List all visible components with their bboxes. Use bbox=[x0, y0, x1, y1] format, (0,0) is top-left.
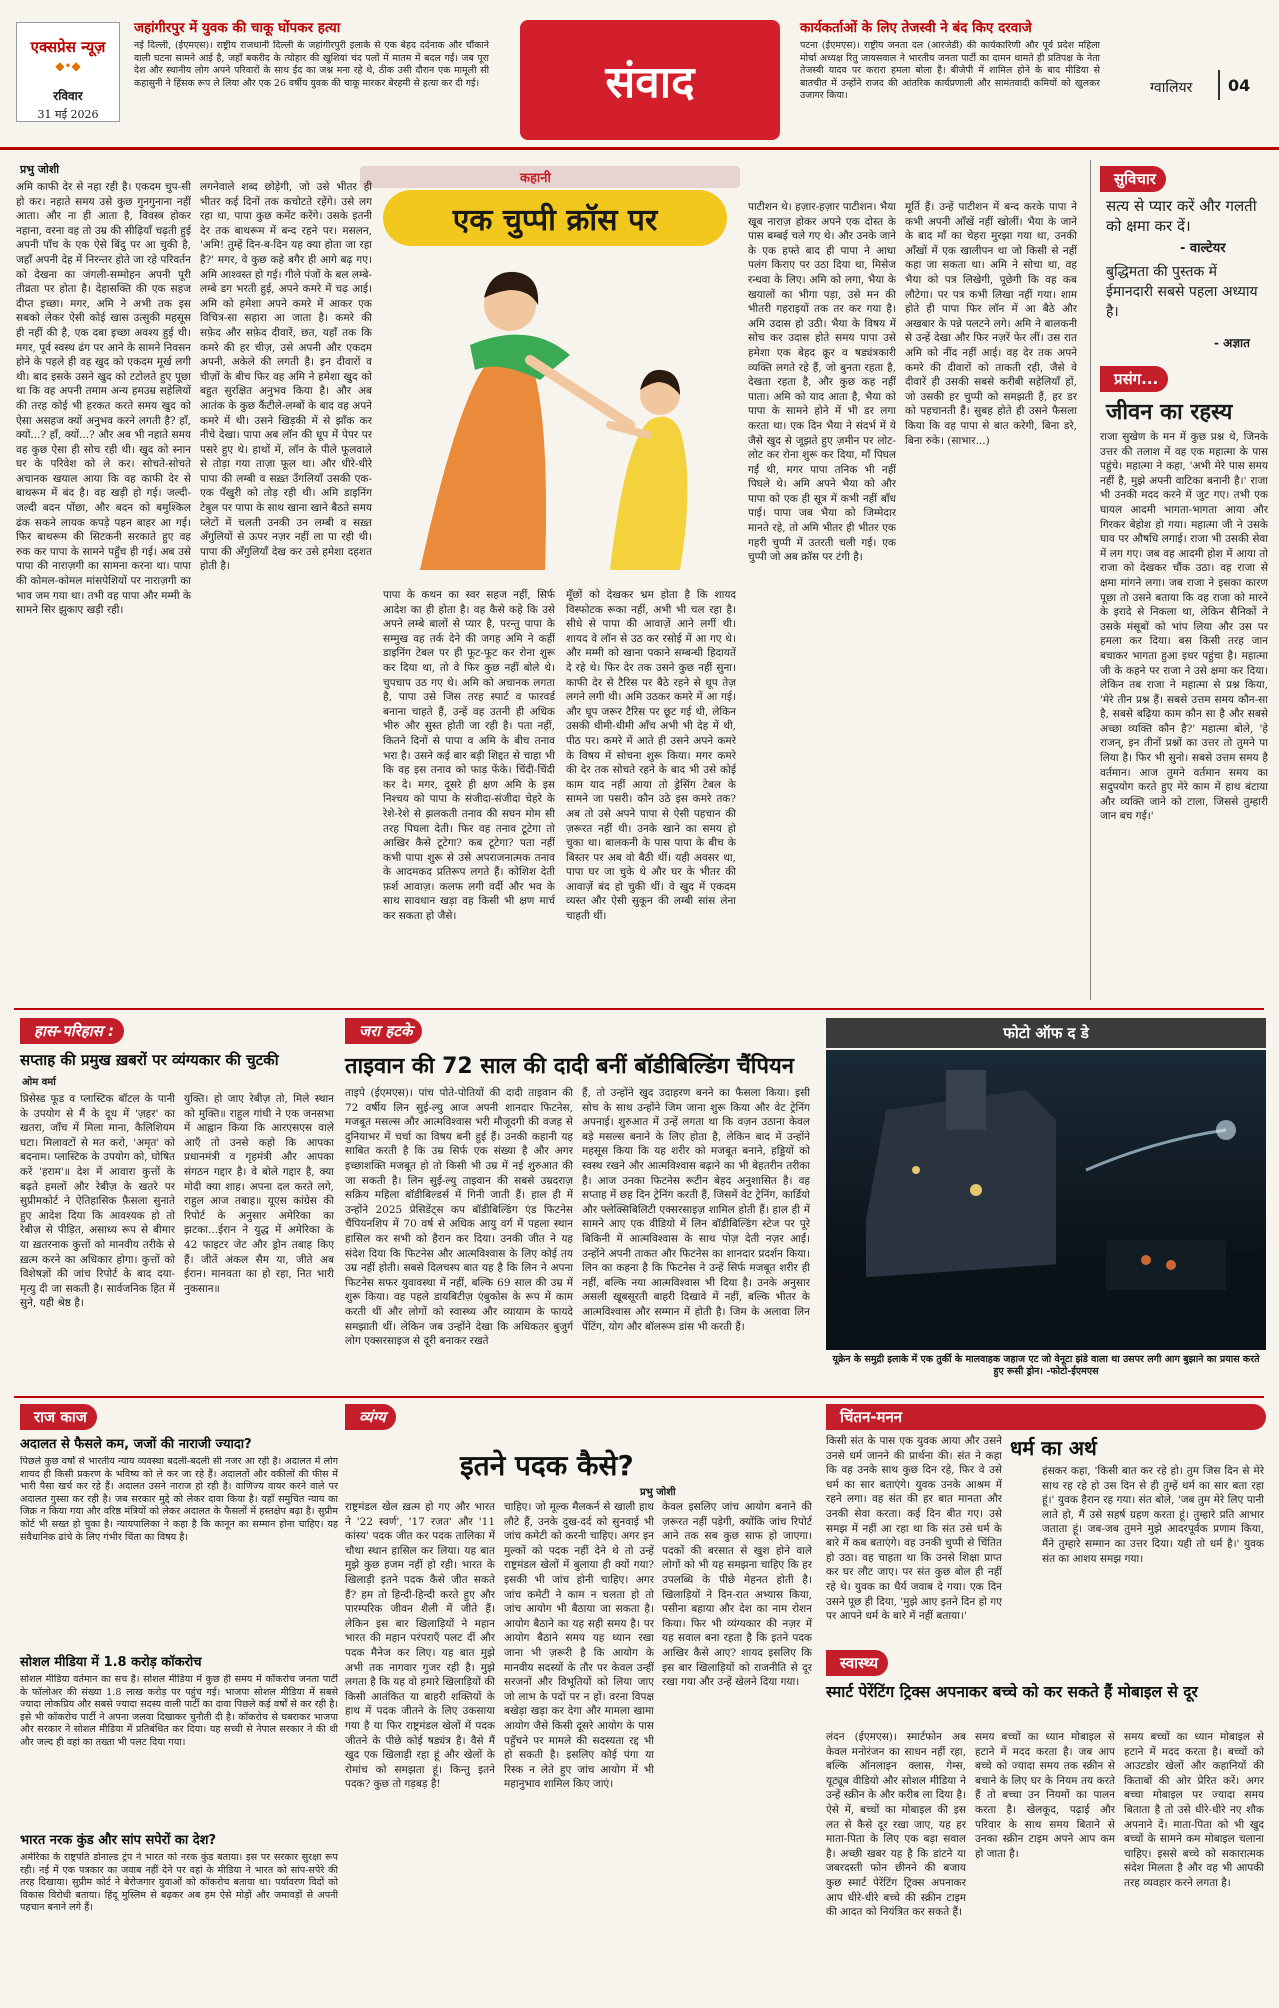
hasya-col-2: युक्ति। हो जाए रेबीज़ तो, मिले स्थान को मुक्ति॥ राहुल गांधी ने एक जनसभा में आह्वान किया कि आरएसएस वाले आएँ तो उनसे कहो कि आपका प्रधानमंत्री व गृहमंत्री और आपका संगठन गद्दार है। वे बोले गद्दार है, क्या मोदी क्या शाह। अपना दल करते लगे, राहुल आज तबाह॥ यूएस कांग्रेस की रिपोर्ट के अनुसार अमेरिका का झटका...ईरान ने युद्ध में अमेरिका के 42 फाइटर जेट और ड्रोन तबाह किए हैं। जीतें अंकल सैम या, जीते अब ईरान। मानवता का हो रहा, नित भारी नुकसान॥ bbox=[184, 1093, 334, 1295]
hasya-col-1: प्रिसेस्ड फूड व प्लास्टिक बॉटल के पानी के उपयोग से मैं के दूध में 'ज़हर' का खतरा, जाँच में मिला माना, कैलिशियम घटा। मिलावटों से मत करो, 'अमृत' को बदनाम। प्लास्टिक के उपयोग को, घोषित करें 'हराम'॥ देश में आवारा कुत्तों के बढ़ते हमलों और रेबीज़ के खतरे पर सुप्रीमकोर्ट ने ऐतिहासिक फ़ैसला सुनाते हुए आदेश दिया कि आवश्यक हो तो रेबीज़ से पीड़ित, असाध्य रूप से बीमार या ख़तरनाक कुत्तों को मानवीय तरीके से ख़त्म करने का अधिकार होगा। कुत्तों को विशेषज्ञों की जांच रिपोर्ट के बाद दया-मृत्यु दी जा सकती है। सार्वजनिक हित में सुने, यही श्रेष्ठ है। bbox=[20, 1093, 175, 1310]
prasang-body: राजा सुखेण के मन में कुछ प्रश्न थे, जिनके उत्तर की तलाश में वह एक महात्मा के पास पहुंचे। महात्मा ने कहा, 'अभी मेरे पास समय नहीं है, मुझे अपनी वाटिका बनानी है।' राजा भी उनकी मदद करने में जुट गए। तभी एक घायल आदमी भागता-भागता आया और गिरकर बेहोश हो गया। महात्मा जी ने उसके घाव पर औषधि लगाई। राजा भी उसकी सेवा में लग गए। जब वह आदमी होश में आया तो राजा को देखकर चौंक उठा। वह राजा से क्षमा मांगने लगा। जब राजा ने इसका कारण पूछा तो उसने बताया कि वह राजा को मारने के इरादे से निकला था, लेकिन सैनिकों ने उसके मंसूबों को भांप लिया और उस पर हमला कर दिया। बस किसी तरह जान बचाकर भागता हुआ इधर पहुंचा है। महात्मा जी के कहने पर राजा ने उसे क्षमा कर दिया। लेकिन तब राजा ने महात्मा से प्रश्न किया, 'मेरे तीन प्रश्न हैं। सबसे उत्तम समय कौन-सा है, सबसे बढ़िया काम कौन सा है और सबसे अच्छा व्यक्ति कौन है?' महात्मा बोले, 'हे राजन्, इन तीनों प्रश्नों का उत्तर तो तुमने पा लिया है। फिर भी सुनो। सबसे उत्तम समय है वर्तमान। आज तुमने वर्तमान समय का सदुपयोग करते हुए मेरे काम में हाथ बंटाया और व्यक्ति जाने को टाला, जिससे तुम्हारी जान बच गई।' bbox=[1100, 431, 1268, 823]
photo-credit: -फोटो-ईएमएस bbox=[1046, 1366, 1099, 1377]
chintan-col-1: किसी संत के पास एक युवक आया और उसने उनसे धर्म जानने की प्रार्थना की। संत ने कहा कि वह उनके साथ कुछ दिन रहे, फिर वे उसे धर्म का सार बताएंगे। युवक उनके आश्रम में रहने लगा। वह संत की हर बात मानता और उनकी सेवा करता। कई दिन बीत गए। उसे समझ में नहीं आ रहा था कि संत उसे धर्म के बारे में कब बताएंगे। वह उनकी चुप्पी से चिंतित हो उठा। वह चाहता था कि उनसे शिक्षा प्राप्त कर घर लौट जाए। पर संत कुछ बोल ही नहीं रहे थे। युवक का धैर्य जवाब दे गया। एक दिन उसने पूछ ही दिया, 'मुझे आए इतने दिन हो गए पर आपने धर्म के बारे में नहीं बताया।' bbox=[826, 1435, 1002, 1623]
photo-tag: फोटो ऑफ द डे bbox=[826, 1018, 1266, 1048]
prasang-title: जीवन का रहस्य bbox=[1106, 400, 1233, 425]
story-section: कहानी bbox=[520, 171, 551, 186]
top-right-story bbox=[800, 18, 1100, 128]
vyangya-col-1: राष्ट्रमंडल खेल ख़त्म हो गए और भारत ने '22 स्वर्ण', '17 रजत' और '11 कांस्य' पदक जीत कर पदक तालिका में चौथा स्थान हासिल कर लिया। यह बात मुझे कुछ हजम नहीं हो रही। भारत के खिलाड़ी इतने पदक कैसे जीत सकते हैं? हम तो हिन्दी-हिन्दी करते हुए और पारम्परिक जीवन शैली में जीते हैं। लेकिन इस बार खिलाड़ियों ने महान भारत की महान परंपराएँ पलट दीं और पदक मैनेज कर लिए। यह बात मुझे अभी तक नागवार गुजर रही है। मुझे लगता है कि यह वो हमारे खिलाड़ियों की किसी आतंकित या बाहरी शक्तियों के हाथ में पदक जीतने के लिए उकसाया गया है या फिर राष्ट्रमंडल खेलों में पदक जीतने के पीछे कोई षड्यंत्र है। वैसे मैं खुद एक खिलाड़ी रहा हूं और खेलों के रोमांच को समझता हूं। किन्तु इतने पदक? कुछ तो गड़बड़ है! bbox=[345, 1501, 495, 1791]
jara-hatke-title[interactable]: ताइवान की 72 साल की दादी बनीं बॉडीबिल्डिंग चैंपियन bbox=[345, 1054, 794, 1079]
section-divider-2 bbox=[14, 1396, 1264, 1398]
page-divider bbox=[1218, 70, 1220, 100]
raj-kaaj-h1[interactable]: अदालत से फैसले कम, जजों की नाराजी ज्यादा? bbox=[20, 1437, 252, 1452]
raj-kaaj-h2[interactable]: सोशल मीडिया में 1.8 करोड़ कॉकरोच bbox=[20, 1655, 202, 1670]
vyangya-author: प्रभु जोशी bbox=[640, 1487, 676, 1498]
vyangya-col-2: चाहिए। जो मूल्क मैलकर्न से खाली हाथ लौटे हैं, उनके दुख-दर्द को सुनवाई भी जांच कमेटी को करनी चाहिए। अगर इन मुल्कों को पदक नहीं देने थे तो उन्हें राष्ट्रमंडल खेलों में बुलाया ही क्यों गया? इसकी भी जांच होनी चाहिए। अगर जांच कमेटी ने काम न चलता हो तो जांच आयोग भी बैठाया जा सकता है। आयोग बैठाने का यह सही समय है। पर आयोग बैठाने समय यह ध्यान रखा जाना भी ज़रूरी है कि आयोग के मानवीय सदस्यों के तौर पर केवल उन्हीं सरजनों और विभूतियों को लिया जाए जो लाभ के पदों पर न हों। वरना विपक्ष बखेड़ा खड़ा कर देगा और मामला खामा आयोग जैसे किसी दूसरे आयोग के पास पहुँचने पर मामले की सदस्यता रद्द भी हो सकती है। इसलिए कोई पंगा या रिस्क न लेते हुए जांच आयोग में भी महानुभाव शामिल किए जाएं। bbox=[504, 1501, 654, 1791]
swasthya-col-1: लंदन (ईएमएस)। स्मार्टफोन अब केवल मनोरंजन का साधन नहीं रहा, बल्कि ऑनलाइन क्लास, गेम्स, यूट्यूब वीडियो और सोशल मीडिया ने उन्हें स्क्रीन के और करीब ला दिया है। ऐसे में, बच्चों का मोबाइल की इस लत से कैसे दूर रखा जाए, यह हर माता-पिता के लिए एक बड़ा सवाल है। अच्छी खबर यह है कि डांटने या जबरदस्ती फोन छीनने की बजाय कुछ स्मार्ट पेरेंटिंग ट्रिक्स अपनाकर आप धीरे-धीरे बच्चे की स्क्रीन टाइम की आदत को नियंत्रित कर सकते हैं। bbox=[826, 1731, 966, 1919]
jara-hatke-col-1: ताइपे (ईएमएस)। पांच पोते-पोतियों की दादी ताइवान की 72 वर्षीय लिन सुई-ल्यु आज अपनी शानदार फिटनेस, मजबूत मसल्स और आत्मविश्वास भरी मौजूदगी की वजह से दुनियाभर में चर्चा का विषय बनी हुई हैं। उनकी कहानी यह साबित करती है कि उम्र सिर्फ एक संख्या है और अगर इच्छाशक्ति मजबूत हो तो किसी भी उम्र में नई शुरुआत की जा सकती है। लिन सुई-ल्यु ताइवान की सबसे उम्रदराज़ सक्रिय महिला बॉडीबिल्डर्स में गिनी जाती हैं। हाल ही में उन्होंने 2025 प्रेसिडेंट्स कप बॉडीबिल्डिंग एंड फिटनेस चैंपियनशिप में 70 वर्ष से अधिक आयु वर्ग में पहला स्थान हासिल कर सभी को हैरान कर दिया। उनकी जीत ने यह संदेश दिया कि फिटनेस और आत्मविश्वास के लिए कोई तय उम्र नहीं होती। सबसे दिलचस्प बात यह है कि लिन ने अपना फिटनेस सफर युवावस्था में नहीं, बल्कि 69 साल की उम्र में शुरू किया। वह पहले डायबिटीज़ एंबुकोस के रूप में काम करती थीं और लोगों को स्वास्थ्य और व्यायाम के फायदे समझाती थीं। लेकिन जब उन्होंने देखा कि अधिकतर बुजुर्ग लोग एक्सरसाइज से दूरी बनाकर रखते bbox=[345, 1087, 573, 1348]
story-col-4: मूँछों को देखकर भ्रम होता है कि शायद विस्फोटक रूका नहीं, अभी भी चल रहा है। सीधे से पापा की आवाज़ें आने लगीं थी। शायद वे लॉन से उठ कर रसोई में आ गए थे। और मम्मी को खाना पकाने सम्बन्धी हिदायतें दे रहे थे। फिर देर तक उसने कुछ नहीं सुना। काफी देर से टैरिस पर बैठे रहने से धूप तेज़ लगने लगी थी। अमि उठकर कमरे में आ गई। और धूप जरूर टैरिस पर छूट गई थी, लेकिन उसकी धीमी-धीमी आँच अभी भी देह में थी, पीठ पर। कमरे में आते ही उसने अपने कमरे के विषय में सोचना शुरू किया। मगर कमरे की देर तक सोचते रहने के बाद भी उसे कोई काम याद नहीं आया तो ड्रेसिंग टेबल के सामने जा पसरी। कौन उठे इस कमरे तक? अब तो उसे अपने पापा से ऐसी पहचान की ज़रूरत नहीं थी। उनके खाने का समय हो चुका था। बालकनी के पास पापा के बीच के बिस्तर पर अब वो बैठी थीं। यही अवसर था, पापा घर जा चुके थे और घर के भीतर की आवाज़ें बंद हो चुकी थीं। वे खुद में एकदम व्यस्त और ऐसी सुकून की लम्बी सांस लेना चाहती थीं। bbox=[566, 589, 736, 923]
story-col-1: अमि काफी देर से नहा रही है। एकदम चुप-सी हो कर। नहाते समय उसे कुछ गुनगुनाना नहीं आता। और ना ही आता है, विवस्त्र होकर नहाना, वरना वह तो उम्र की सीढ़ियाँ चढ़ती हुई अपनी पाँच के एक ऐसे बिंदु पर आ चुकी है, जहाँ अपनी देह में निरन्तर होते जा रहे परिवर्तन को देखना का जंगली-सम्मोहन अपनी पूरी तीव्रता पर होता है। देहासक्ति की एक सहज दीप्त इच्छा। मगर, अमि ने अभी तक इस सबको लेकर ऐसी कोई खास उत्सुकी महसूस ही नहीं की है, एक दबा इच्छा अवश्य हुई थी। मगर, पूर्व स्वस्थ ढंग पर आने के सामने निवसन होने के पहले ही वह खुद को एकदम मूर्ख लगी थी। बाद इसके उसने खुद को टटोलते हुए पूछा था कि वह अपनी तमाम अन्य हमउम्र सहेलियों की तरह कोई भी हरकत करते समय खुद को ऐसा असहज क्यों अनुभव करने लगती है? हाँ, क्यों...? हाँ, क्यों...? और अब भी नहाते समय वह कुछ ऐसा ही सोच रही थी। खुद को स्नान घर के परिवेश को ले कर। सोचते-सोचते अचानक खयाल आया कि वह काफी देर से बाथरूम में बंद है। वह खड़ी हो गई। जल्दी-जल्दी बदन पोंछा, और बदन को बमुश्किल ढंक सकने लायक कपड़े पहन बाहर आ गई। फिर बाथरूम की सिटकनी सरकाते हुए वह रुक कर पापा के सामने पहुँच ही गई। अब उसे पापा की नाराज़गी का सामना करना था। पापा की कोमल-कोमल मांसपेशियों पर नाराज़गी का भाव जम गया था। तभी वह पापा और मम्मी के सामने सिर झुकाए खड़ी रही। bbox=[16, 181, 191, 617]
top-left-body: नई दिल्ली, (ईएमएस)। राष्ट्रीय राजधानी दिल्ली के जहांगीरपुरी इलाके से एक बेहद दर्दनाक और चौंकाने वाली घटना सामने आई है, जहाँ बकरीद के त्योहार की खुशियां चंद पलों में मातम में बदल गईं। जब पूरा देश और स्थानीय लोग अपने परिवारों के साथ ईद का जश्न मना रहे थे, ठीक उसी दौरान एक मामूली सी कहासुनी ने हिंसक रूप ले लिया और एक 26 वर्षीय युवक की चाकू मारकर बेरहमी से हत्या कर दी गई। bbox=[134, 40, 489, 89]
section-title: संवाद bbox=[520, 20, 780, 140]
photo-caption bbox=[826, 1354, 1266, 1378]
top-left-headline[interactable]: जहांगीरपुर में युवक की चाकू घोंपकर हत्या bbox=[134, 20, 341, 36]
story-col-6: मूर्ति हैं। उन्हें पाटीशन में बन्द करके पापा ने कभी अपनी आँखें नहीं खोलीं। भैया के जाने के बाद माँ का चेहरा मुरझा गया था, उनकी आँखों में एक खालीपन था जो किसी से नहीं कहा जा सकता था। अमि ने सोचा था, वह भैया को पत्र लिखेगी, पूछेगी कि वह कब लौटेगा। पर पत्र कभी लिखा नहीं गया। शाम होते ही पापा फिर लॉन में आ बैठे और अखबार के पन्ने पलटने लगे। अमि ने बालकनी से उन्हें देखा और फिर नज़रें फेर लीं। उस रात अमि को नींद नहीं आई। वह देर तक अपने कमरे की दीवारों को ताकती रही, जैसे वे दीवारें ही उसकी सबसे करीबी सहेलियाँ हों, जो उसकी हर चुप्पी को समझती हैं, हर डर को पहचानती हैं। सुबह होते ही उसने फैसला किया कि वह पापा से बात करेगी, बिना डरे, बिना रुके। (साभार...) bbox=[905, 201, 1077, 447]
raj-kaaj-b1: पिछले कुछ वर्षों से भारतीय न्याय व्यवस्था बदली-बदली सी नजर आ रही है। अदालत में लोग शायद ही किसी प्रकरण के भविष्य को ले कर जा रहे हैं। अदालतों और वकीलों की फीस में भारी पैसा खर्च कर रहे हैं। अदालत उसने नाराज हो रही है। वाणिज्य वायर करने वाले पर अदालत गुस्सा कर रही है। जब सरकार मुद्दे को लेकर दावा किया है। यहाँ समुचित न्याय का जिक्र न किया गया और वरिष्ठ मंत्रियों को लेकर अदालत के फैसलों में हस्तक्षेप बढ़ा है। सुप्रीम कोर्ट भी सख्त हो चुका है। न्यायपालिका ने कहा है कि कानून का सम्मान होना चाहिए। यह संवैधानिक ढांचे के लिए गंभीर चिंता का विषय है। bbox=[20, 1456, 338, 1543]
brand-name: एक्सप्रेस न्यूज़ bbox=[30, 38, 106, 56]
story-author: प्रभु जोशी bbox=[20, 163, 60, 176]
quote-2: बुद्धिमता की पुस्तक में ईमानदारी सबसे पहला अध्याय है। bbox=[1106, 264, 1258, 320]
quote-2-author: - अज्ञात bbox=[1214, 336, 1250, 350]
story-col-3: पापा के कथन का स्वर सहज नहीं, सिर्फ आदेश का ही होता है। वह कैसे कहे कि उसे अपने लम्बे बालों से प्यार है, परन्तु पापा के सम्मुख वह तर्क देने की जगह अमि ने कहीं डाइनिंग टेबल पर ही फूट-फूट कर रोना शुरू कर दिया था, तो वे फिर कुछ नहीं बोले थे। चुपचाप उठ गए थे। अमि को अचानक लगता है, पापा उसे जिस तरह स्पार्ट व फारवर्ड बनाना चाहते हैं, उन्हें वह उतनी ही अधिक भीरु और सुस्त होती जा रही है। पता नहीं, कितने दिनों से पापा व अमि के बीच तनाव भरा है। उसने कई बार बड़ी शिद्दत से चाहा भी कि वह इस तनाव को फाड़ फेंके। चिंदी-चिंदी कर दे। मगर, दूसरे ही क्षण अमि के इस निश्चय को पापा के संजीदा-संजीदा चेहरे के रेशे-रेशे से झलकती तनाव की सघन मोम सी तरह पिघला देती। फिर वह तनाव टूटेगा तो आखिर कैसे टूटेगा? कब टूटेगा? पता नहीं कभी पापा शुरू से उसे अपराजनात्मक तनाव के आदमकद प्रतिरूप लगते हैं। कोशिश देती फ़र्श आवाज़। कलफ लगी वर्दी और भव के साथ सावधान खड़ा वह किसी भी क्षण मार्च कर सकता हो जैसे। bbox=[383, 589, 555, 923]
vyangya-col-3: केवल इसलिए जांच आयोग बनाने की ज़रूरत नहीं पड़ेगी, क्योंकि जांच रिपोर्ट आने तक सब कुछ साफ हो जाएगा। पदकों की बरसात से खुश होने वाले लोगों को भी यह समझना चाहिए कि हर उपलब्धि के पीछे मेहनत होती है। खिलाड़ियों ने दिन-रात अभ्यास किया, पसीना बहाया और देश का नाम रोशन किया। फिर भी व्यंग्यकार की नज़र में यह सवाल बना रहता है कि इतने पदक आखिर कैसे आए? शायद इसलिए कि इस बार खिलाड़ियों को राजनीति से दूर रखा गया और उन्हें खेलने दिया गया। bbox=[662, 1501, 812, 1689]
suvichar-tag: सुविचार bbox=[1100, 166, 1166, 192]
story-col-2: लगनेवाले शब्द छोड़ेगी, जो उसे भीतर ही भीतर कई दिनों तक कचोटते रहेंगे। उसे लग रहा था, पापा कुछ कमेंट करेंगे। उसके इतनी देर तक बाथरूम में बन्द रहने पर। मसलन, 'अमि! तुम्हें दिन-ब-दिन यह क्या होता जा रहा है?' मगर, वे कुछ कहे बगैर ही आगे बढ़ गए। अमि आश्वस्त हो गई। गीले पंजों के बल लम्बे-लम्बे डग भरती हुई, अपने कमरे में चढ़ आई। अमि को हमेशा अपने कमरे में आकर एक विचित्र-सा सहारा आ जाता है। कमरे की सफ़ेद और सफ़ेद दीवारें, छत, यहाँ तक कि कमरे की हर चीज़, उसे अपनी और एकदम अपनी, अकेले की लगती है। इन दीवारों व चीज़ों के बीच फिर वह अमि ने हमेशा खुद को बहुत सुरक्षित अनुभव किया है। और अब आतंक के कुछ कैंटीले-लम्बों के बाद वह अपने कमरे में थी। उसने खिड़की में से झाँक कर नीचे देखा। पापा अब लॉन की धूप में पेपर पर पसरे हुए थे। हाथों में, लॉन के पीले फूलवाले से तोड़ा गया ताज़ा फूल था। और धीरे-धीरे पापा की लम्बी व सख़्त उँगलियाँ उसकी एक-एक पँखुरी को तोड़ रही थी। अमि डाइनिंग टेबुल पर पापा के साथ खाना खाने बैठते समय प्लेटों में चलती उनकी उन लम्बी व सख़्त अँगुलियों से ऊपर नज़र नहीं ला पा रही थी। पापा की अँगुलियाँ देख कर उसे हमेशा दहशत होती है। bbox=[200, 181, 372, 573]
top-right-headline[interactable]: कार्यकर्ताओं के लिए तेजस्वी ने बंद किए दरवाजे bbox=[800, 20, 1032, 36]
vyangya-tag: व्यंग्य bbox=[345, 1404, 396, 1430]
story-col-5: पाटीशन थे। हज़ार-हज़ार पाटीशन। भैया खूब नाराज़ होकर अपने एक दोस्त के पास बम्बई चले गए थे। और उनके जाने के एक हफ्ते बाद ही पापा ने आधा पलंग किराए पर उठा दिया था, मिसेज रन्धवा के लिए। अमि को लगा, भैया के खयालों का भीगा पड़ा, उसे मन की भीतरी गहराइयों तक तर कर गया है। अमि उदास हो उठी। भैया के विषय में सोच कर उदास होते समय पापा उसे हमेशा एक बेहद क्रूर व षड्यंत्रकारी व्यक्ति लगते रहे हैं, जो बुनता रहता है, देखता रहता है, और कुछ कह नहीं पाता। अमि को याद आता है, भैया को पापा के सामने होने में भी डर लगा करता था। एक दिन भैया ने संदर्भ में ये जैसे खुद से जूझते हुए ज़मीन पर लोट-लोट कर रोना शुरू कर दिया, माँ पिघल गईं थी, मगर पापा तनिक भी नहीं पिघले थे। अमि अपने भैया को और पापा को एक ही सूत्र में कभी नहीं बाँध पाई। पापा जब भैया को जिम्मेदार मानते रहे, तो अमि भीतर ही भीतर एक गहरी चुप्पी में उतरती चली गई। एक चुप्पी जो अब क्रॉस पर टंगी है। bbox=[748, 201, 896, 564]
brand-box bbox=[16, 22, 120, 122]
hasya-title[interactable]: सप्ताह की प्रमुख ख़बरों पर व्यंग्यकार की चुटकी bbox=[20, 1051, 279, 1069]
story-title: एक चुप्पी क्रॉस पर bbox=[383, 190, 727, 246]
swasthya-title[interactable]: स्मार्ट पेरेंटिंग ट्रिक्स अपनाकर बच्चे को कर सकते हैं मोबाइल से दूर bbox=[826, 1683, 1198, 1701]
jara-hatke-tag: जरा हटके bbox=[345, 1018, 422, 1044]
section-divider bbox=[14, 1008, 1264, 1010]
raj-kaaj-b2: सोशल मीडिया वर्तमान का सच है। सोशल मीडिया में कुछ ही समय में कॉकरोच जनता पार्टी के फॉलोअर की संख्या 1.8 लाख करोड़ पर पहुंच गई। भाजपा सोशल मीडिया में सबसे ज्यादा लोकप्रिय और सबसे ज्यादा सदस्य वाली पार्टी का दावा पिछले कई वर्षों से कर रही है। इसे भी कॉकरोच पार्टी ने अपना जलवा दिखाकर चुनौती दी है। कॉकरोच से घबराकर भाजपा और सरकार ने सोशल मीडिया में प्रतिबंधित कर दिया। यह सच्ची से नेपाल सरकार ने की थी और जल्द ही वहां का तख्ता भी पलट दिया गया। bbox=[20, 1674, 338, 1748]
raj-kaaj-b3: अमेरिका के राष्ट्रपति डोनाल्ड ट्रंप ने भारत को नरक कुंड बताया। इस पर सरकार सुरक्षा रूप रही। नई में एक पत्रकार का जवाब नहीं देने पर वहां के मीडिया ने भारत को सांप-सपेरे की तरह दिखाया। सुप्रीम कोर्ट ने बेरोजगार युवाओं को कॉकरोच बताया था। पर्यावरण विदों को विकास विरोधी बताया। हिंदू मुस्लिम से बढ़कर अब हम ऐसे मोड़ों और जमावड़ों से अपनी पहचान बनाने लगे हैं। bbox=[20, 1852, 338, 1914]
quote-1-author: - वाल्टेयर bbox=[1180, 241, 1226, 256]
brand-dots: ◆•◆ bbox=[55, 59, 81, 73]
hasya-author: ओम वर्मा bbox=[22, 1077, 56, 1088]
chintan-title[interactable]: धर्म का अर्थ bbox=[1010, 1436, 1097, 1460]
swasthya-tag: स्वास्थ्य bbox=[826, 1650, 888, 1676]
page-number: 04 bbox=[1228, 76, 1251, 95]
raj-kaaj-tag: राज काज bbox=[20, 1404, 97, 1430]
vyangya-title[interactable]: इतने पदक कैसे? bbox=[460, 1449, 634, 1482]
issue-date: 31 मई 2026 bbox=[37, 108, 99, 121]
story-illustration bbox=[380, 250, 730, 575]
top-right-body: पटना (ईएमएस)। राष्ट्रीय जनता दल (आरजेडी) की कार्यकारिणी और पूर्व प्रदेश महिला मोर्चा अध्यक्ष रितु जायसवाल ने भारतीय जनता पार्टी का दामन थामते ही प्रतिपक्ष के नेता तेजस्वी यादव पर करारा हमला बोला है। बीजेपी में शामिल होने के बाद मीडिया से बातचीत में उन्होंने राजद की आंतरिक कार्यप्रणाली और सामंतवादी कमियों को खुलकर उजागर किया। bbox=[800, 40, 1100, 102]
hasya-tag: हास-परिहास : bbox=[20, 1018, 124, 1044]
photo-of-day[interactable] bbox=[826, 1050, 1266, 1350]
photo-caption-text: यूक्रेन के समुद्री इलाके में एक तुर्की के मालवाहक जहाज एट जो वेनूटा झंडे वाला था उसपर लगी आग बुझाने का प्रयास करते हुए रूसी ड्रोन। bbox=[832, 1354, 1260, 1377]
top-left-story bbox=[134, 18, 489, 128]
quote-1: सत्य से प्यार करें और गलती को क्षमा कर दें। bbox=[1106, 197, 1257, 235]
column-rule bbox=[1090, 160, 1091, 1000]
prasang-tag: प्रसंग... bbox=[1100, 366, 1168, 392]
raj-kaaj-h3[interactable]: भारत नरक कुंड और सांप सपेरों का देश? bbox=[20, 1833, 217, 1848]
chintan-col-2: हंसकर कहा, 'किसी बात कर रहे हो। तुम जिस दिन से मेरे साथ रह रहे हो उस दिन से ही तुम्हें धर्म का सार बता रहा हूं।' युवक हैरान रह गया। संत बोले, 'जब तुम मेरे लिए पानी लाते हो, मैं उसे सहर्ष ग्रहण करता हूं। तुम्हारे प्रति आभार जताता हूं। जब-जब तुमने मुझे आदरपूर्वक प्रणाम किया, मैंने तुम्हारे सम्मान का उत्तर दिया। यही तो धर्म है।' युवक संत का आशय समझ गया। bbox=[1042, 1465, 1264, 1565]
swasthya-col-2: समय बच्चों का ध्यान मोबाइल से हटाने में मदद करता है। जब आप बच्चे को ज्यादा समय तक स्क्रीन से बचाने के लिए घर के नियम तय करते हैं तो बच्चा उन नियमों का पालन करता है। खेलकूद, पढ़ाई और परिवार के साथ समय बिताने से उनका स्क्रीन टाइम अपने आप कम हो जाता है। bbox=[975, 1731, 1115, 1860]
swasthya-col-3: समय बच्चों का ध्यान मोबाइल से हटाने में मदद करता है। बच्चों को आउटडोर खेलों और कहानियों की किताबों की ओर प्रेरित करें। अगर बच्चा मोबाइल पर ज्यादा समय बिताता है तो उसे धीरे-धीरे नए शौक अपनाने दें। माता-पिता को भी खुद बच्चों के सामने कम मोबाइल चलाना चाहिए। इससे बच्चे को सकारात्मक संदेश मिलता है और वह भी आपकी तरह व्यवहार करने लगता है। bbox=[1124, 1731, 1264, 1889]
chintan-tag: चिंतन-मनन bbox=[826, 1404, 1266, 1430]
city-name: ग्वालियर bbox=[1150, 80, 1193, 96]
jara-hatke-col-2: हैं, तो उन्होंने खुद उदाहरण बनने का फैसला किया। इसी सोच के साथ उन्होंने जिम जाना शुरू किया और वेट ट्रेनिंग अपनाई। शुरुआत में उन्हें लगता था कि वज़न उठाना केवल बड़े मसल्स बनाने के लिए होता है, लेकिन बाद में उन्होंने महसूस किया कि यह शरीर को मजबूत बनाने, हड्डियों को स्वस्थ रखने और आत्मविश्वास बढ़ाने का भी बेहतरीन तरीका है। आज उनका फिटनेस रूटीन बेहद अनुशासित है। वह सप्ताह में छह दिन ट्रेनिंग करती हैं, जिसमें वेट ट्रेनिंग, कार्डियो और फ्लेक्सिबिलिटी एक्सरसाइज़ शामिल होती हैं। हाल ही में सामने आए एक वीडियो में लिन बॉडीबिल्डिंग स्टेज पर पूरे बिकिनी में आत्मविश्वास के साथ पोज़ देती नज़र आईं। उन्होंने अपनी ताकत और फिटनेस का शानदार प्रदर्शन किया। लिन का कहना है कि फिटनेस ने उन्हें सिर्फ मजबूत शरीर ही नहीं, बल्कि नया आत्मविश्वास भी दिया है। उनके अनुसार असली खूबसूरती बाहरी दिखावे में नहीं, बल्कि भीतर के आत्मविश्वास और सम्मान में होती है। जिम के अलावा लिन पेंटिंग, योग और बॉलरूम डांस भी करती हैं। bbox=[582, 1087, 810, 1333]
issue-day: रविवार bbox=[53, 89, 83, 103]
